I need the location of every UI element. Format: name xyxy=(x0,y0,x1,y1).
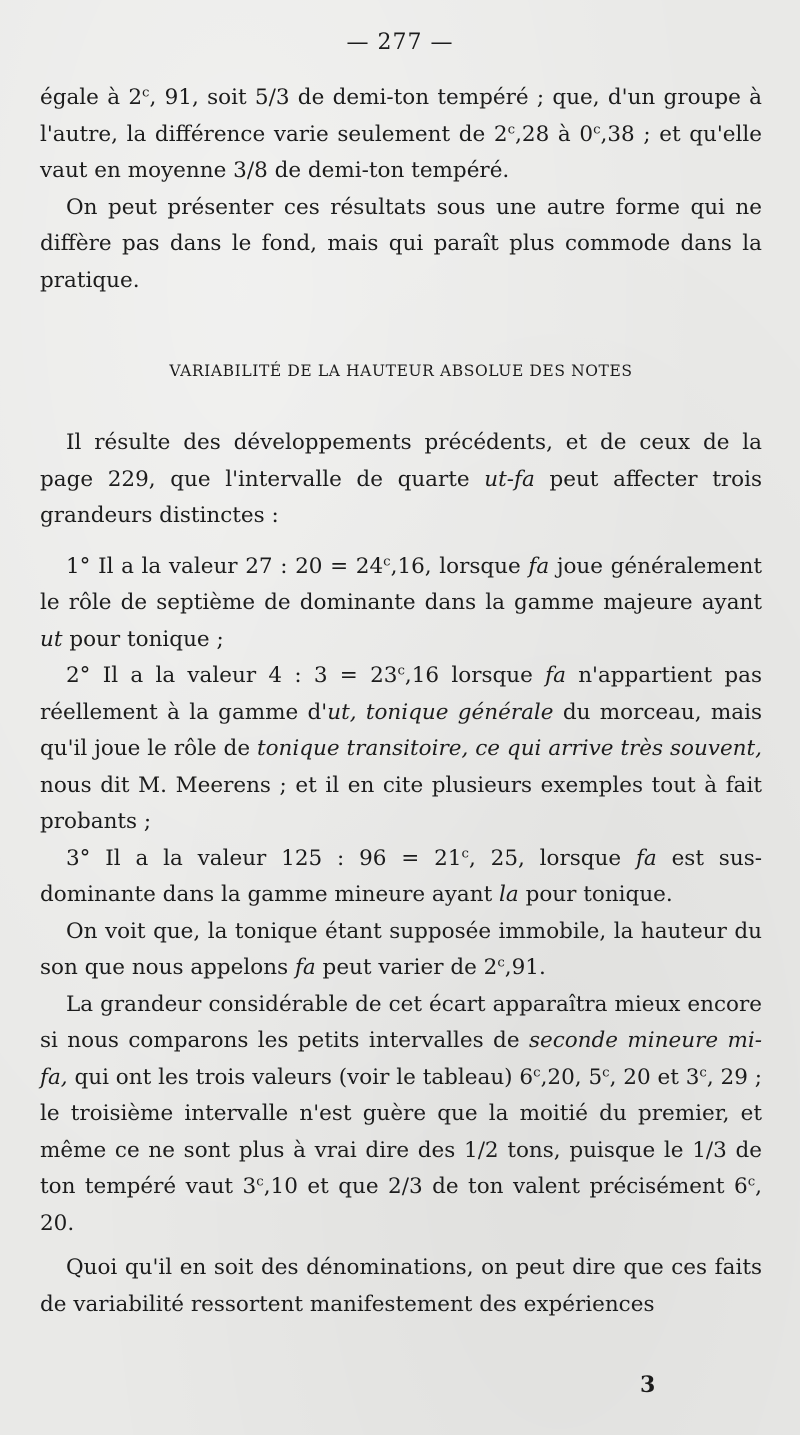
paragraph-on-voit xyxy=(40,914,762,987)
paragraph-grandeur xyxy=(40,987,762,1243)
superscript: c xyxy=(747,1174,756,1190)
text-run: ,20, 5 xyxy=(540,1064,603,1090)
text-run: , 25, lorsque xyxy=(468,845,636,871)
italic-term: fa xyxy=(545,663,566,688)
superscript: c xyxy=(497,955,505,971)
page-number: — 277 — xyxy=(346,30,454,55)
paragraph-intro xyxy=(40,425,762,535)
text-run: La grandeur considérable de cet écart apparaîtra mieux encore si nous comparons les petits intervalles de xyxy=(40,991,762,1053)
italic-term: seconde mineure mi-fa, xyxy=(40,1028,762,1090)
text-run: Il résulte des développements précédents, et de ceux de la page 229, que l'intervalle de quarte xyxy=(40,430,762,492)
text-run: 3° Il a la valeur 125 : 96 = 21 xyxy=(66,845,462,871)
italic-term: la xyxy=(499,882,519,907)
section-heading: VARIABILITÉ DE LA HAUTEUR ABSOLUE DES NOTES xyxy=(169,362,633,380)
text-run: est sus-dominante dans la gamme mineure ayant xyxy=(40,845,762,907)
text-run: 2° Il a la valeur 4 : 3 = 23 xyxy=(66,663,398,688)
text-run: ,16, lorsque xyxy=(390,553,529,579)
text-run: n'appartient pas réellement à la gamme d' xyxy=(40,663,763,725)
italic-term: ut xyxy=(40,626,63,652)
text-body xyxy=(40,80,762,1323)
text-run: peut affecter trois grandeurs distinctes : xyxy=(40,466,762,528)
superscript: c xyxy=(142,85,150,101)
text-run: ,28 à 0 xyxy=(515,121,594,147)
italic-term: fa xyxy=(528,553,550,579)
text-run: On voit que, la tonique étant supposée immobile, la hauteur du son que nous appelons xyxy=(40,918,762,980)
italic-term: fa xyxy=(635,845,657,871)
text-run: ,16 lorsque xyxy=(404,663,546,688)
superscript: c xyxy=(593,122,601,138)
superscript: c xyxy=(533,1065,541,1081)
signature-mark: 3 xyxy=(640,1372,656,1398)
text-run: ,10 et que 2/3 de ton valent précisément 6 xyxy=(263,1174,748,1199)
paragraph-results: On peut présenter ces résultats sous une autre forme qui ne diffère pas dans le fond, mais qui paraît plus commode dans la pratique. xyxy=(40,194,762,293)
superscript: c xyxy=(461,846,469,862)
text-run: ,38 ; et qu'elle vaut en moyenne 3/8 de demi-ton tempéré. xyxy=(40,121,763,183)
italic-term: fa xyxy=(294,955,316,980)
text-run: , 20 et 3 xyxy=(609,1064,700,1090)
superscript: c xyxy=(699,1065,707,1081)
text-run: pour tonique. xyxy=(518,882,673,907)
list-item-1 xyxy=(40,549,762,659)
superscript: c xyxy=(383,554,391,570)
text-run: égale à 2 xyxy=(40,85,143,110)
superscript: c xyxy=(602,1065,610,1081)
superscript: c xyxy=(256,1174,264,1190)
list-item-2 xyxy=(40,658,762,841)
italic-term: ut, tonique générale xyxy=(327,699,554,725)
text-run: , 91, soit 5/3 de demi-ton tempéré ; que, d'un groupe à l'autre, la différence varie seulement de 2 xyxy=(40,85,762,147)
list-item-3 xyxy=(40,841,762,914)
text-run: 1° Il a la valeur 27 : 20 = 24 xyxy=(66,553,384,579)
paragraph-quoi: Quoi qu'il en soit des dénominations, on peut dire que ces faits de variabilité ressortent manifestement des expériences xyxy=(40,1255,762,1317)
text-run: peut varier de 2 xyxy=(315,955,498,980)
text-run: nous dit M. Meerens ; et il en cite plusieurs exemples tout à fait probants ; xyxy=(40,772,762,834)
text-run: pour tonique ; xyxy=(62,626,224,652)
text-run: qui ont les trois valeurs (voir le tableau) 6 xyxy=(67,1064,534,1090)
italic-term: tonique transitoire, ce qui arrive très souvent, xyxy=(256,736,762,761)
paragraph-continued xyxy=(40,80,762,190)
italic-term: ut-fa xyxy=(484,466,535,492)
superscript: c xyxy=(507,122,516,138)
text-run: du morceau, mais qu'il joue le rôle de xyxy=(40,699,762,761)
text-run: ,91. xyxy=(504,955,546,980)
text-run: , 20. xyxy=(40,1174,762,1236)
text-run: joue généralement le rôle de septième de dominante dans la gamme majeure ayant xyxy=(40,553,762,615)
text-run: , 29 ; le troisième intervalle n'est guère que la moitié du premier, et même ce ne sont plus à vrai dire des 1/2 tons, puisque le 1/3 de ton tempéré vaut 3 xyxy=(40,1064,762,1199)
superscript: c xyxy=(397,663,405,679)
